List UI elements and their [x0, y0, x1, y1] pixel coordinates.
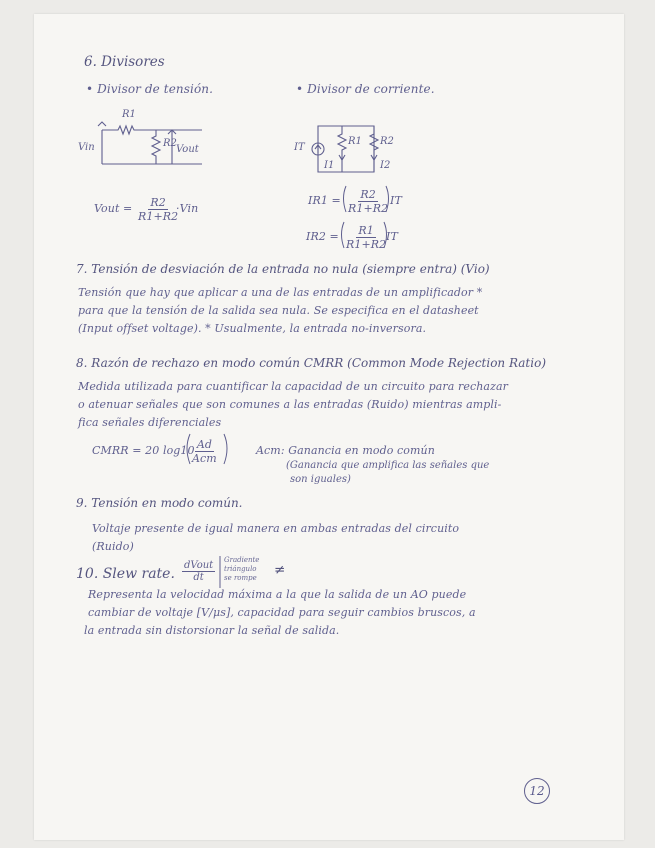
section-8-line-1: Medida utilizada para cuantificar la capacidad de un circuito para rechazar [78, 380, 508, 393]
section-7-title: 7. Tensión de desviación de la entrada no nula (siempre entra) (Vio) [76, 262, 490, 276]
section-10-line-1: Representa la velocidad máxima a la que la salida de un AO puede [88, 588, 467, 601]
ir2-eq-rhs: IT [386, 230, 398, 243]
slew-note-3: se rompe [224, 574, 257, 582]
i1-label: I1 [324, 160, 335, 171]
slew-frac-den: dt [193, 572, 204, 583]
ir1-eq-lhs: IR1 = [308, 194, 341, 207]
current-divider-title: • Divisor de corriente. [296, 82, 435, 96]
section-9-line-1: Voltaje presente de igual manera en ambas entradas del circuito [92, 522, 460, 535]
acm-note-1: (Ganancia que amplifica las señales que [286, 460, 490, 471]
ir2-frac-num: R1 [358, 224, 374, 237]
section-7-line-3: (Input offset voltage). * Usualmente, la entrada no-inversora. [78, 322, 427, 335]
acm-definition: Acm: Ganancia en modo común [256, 444, 435, 457]
section-10-title: 10. Slew rate. [76, 566, 175, 582]
vout-frac-den: R1+R2 [138, 210, 179, 223]
r2-label: R2 [163, 138, 177, 149]
slew-note-1: Gradiente [224, 556, 260, 564]
ir2-eq-lhs: IR2 = [306, 230, 339, 243]
section-9-title: 9. Tensión en modo común. [76, 496, 243, 510]
i2-label: I2 [380, 160, 391, 171]
ir2-frac-den: R1+R2 [346, 238, 387, 251]
section-10-line-3: la entrada sin distorsionar la señal de salida. [84, 624, 340, 637]
notebook-page [34, 14, 624, 840]
cmrr-frac-den: Acm [192, 452, 217, 465]
vin-label: Vin [78, 142, 95, 153]
page-number: 12 [524, 778, 550, 804]
ir1-eq-rhs: IT [390, 194, 402, 207]
section-8-line-2: o atenuar señales que son comunes a las entradas (Ruido) mientras ampli- [78, 398, 502, 411]
cur-r1-label: R1 [348, 136, 362, 147]
cmrr-eq-lhs: CMRR = 20 log10 [92, 444, 195, 457]
vout-eq-lhs: Vout = [94, 202, 133, 215]
cur-r2-label: R2 [380, 136, 394, 147]
slew-neq: ≠ [274, 562, 286, 578]
ir1-frac-num: R2 [360, 188, 376, 201]
it-label: IT [294, 142, 305, 153]
acm-note-2: son iguales) [290, 474, 351, 485]
section-8-line-3: fica señales diferenciales [78, 416, 222, 429]
section-7-line-1: Tensión que hay que aplicar a una de las entradas de un amplificador * [78, 286, 483, 299]
r1-label: R1 [122, 109, 136, 120]
voltage-divider-title: • Divisor de tensión. [86, 82, 214, 96]
slew-brace [34, 14, 624, 840]
vout-frac-num: R2 [150, 196, 166, 209]
cmrr-frac-num: Ad [196, 438, 213, 451]
ir1-frac-den: R1+R2 [348, 202, 389, 215]
slew-frac-num: dVout [184, 560, 214, 571]
section-6-title: 6. Divisores [84, 54, 165, 70]
section-10-line-2: cambiar de voltaje [V/μs], capacidad para seguir cambios bruscos, a [88, 606, 476, 619]
section-9-line-2: (Ruido) [92, 540, 134, 553]
section-8-title: 8. Razón de rechazo en modo común CMRR (Common Mode Rejection Ratio) [76, 356, 546, 370]
vout-eq-vin: ·Vin [176, 202, 199, 215]
slew-note-2: triángulo [224, 565, 257, 573]
section-7-line-2: para que la tensión de la salida sea nula. Se especifica en el datasheet [78, 304, 479, 317]
vout-label: Vout [176, 144, 199, 155]
